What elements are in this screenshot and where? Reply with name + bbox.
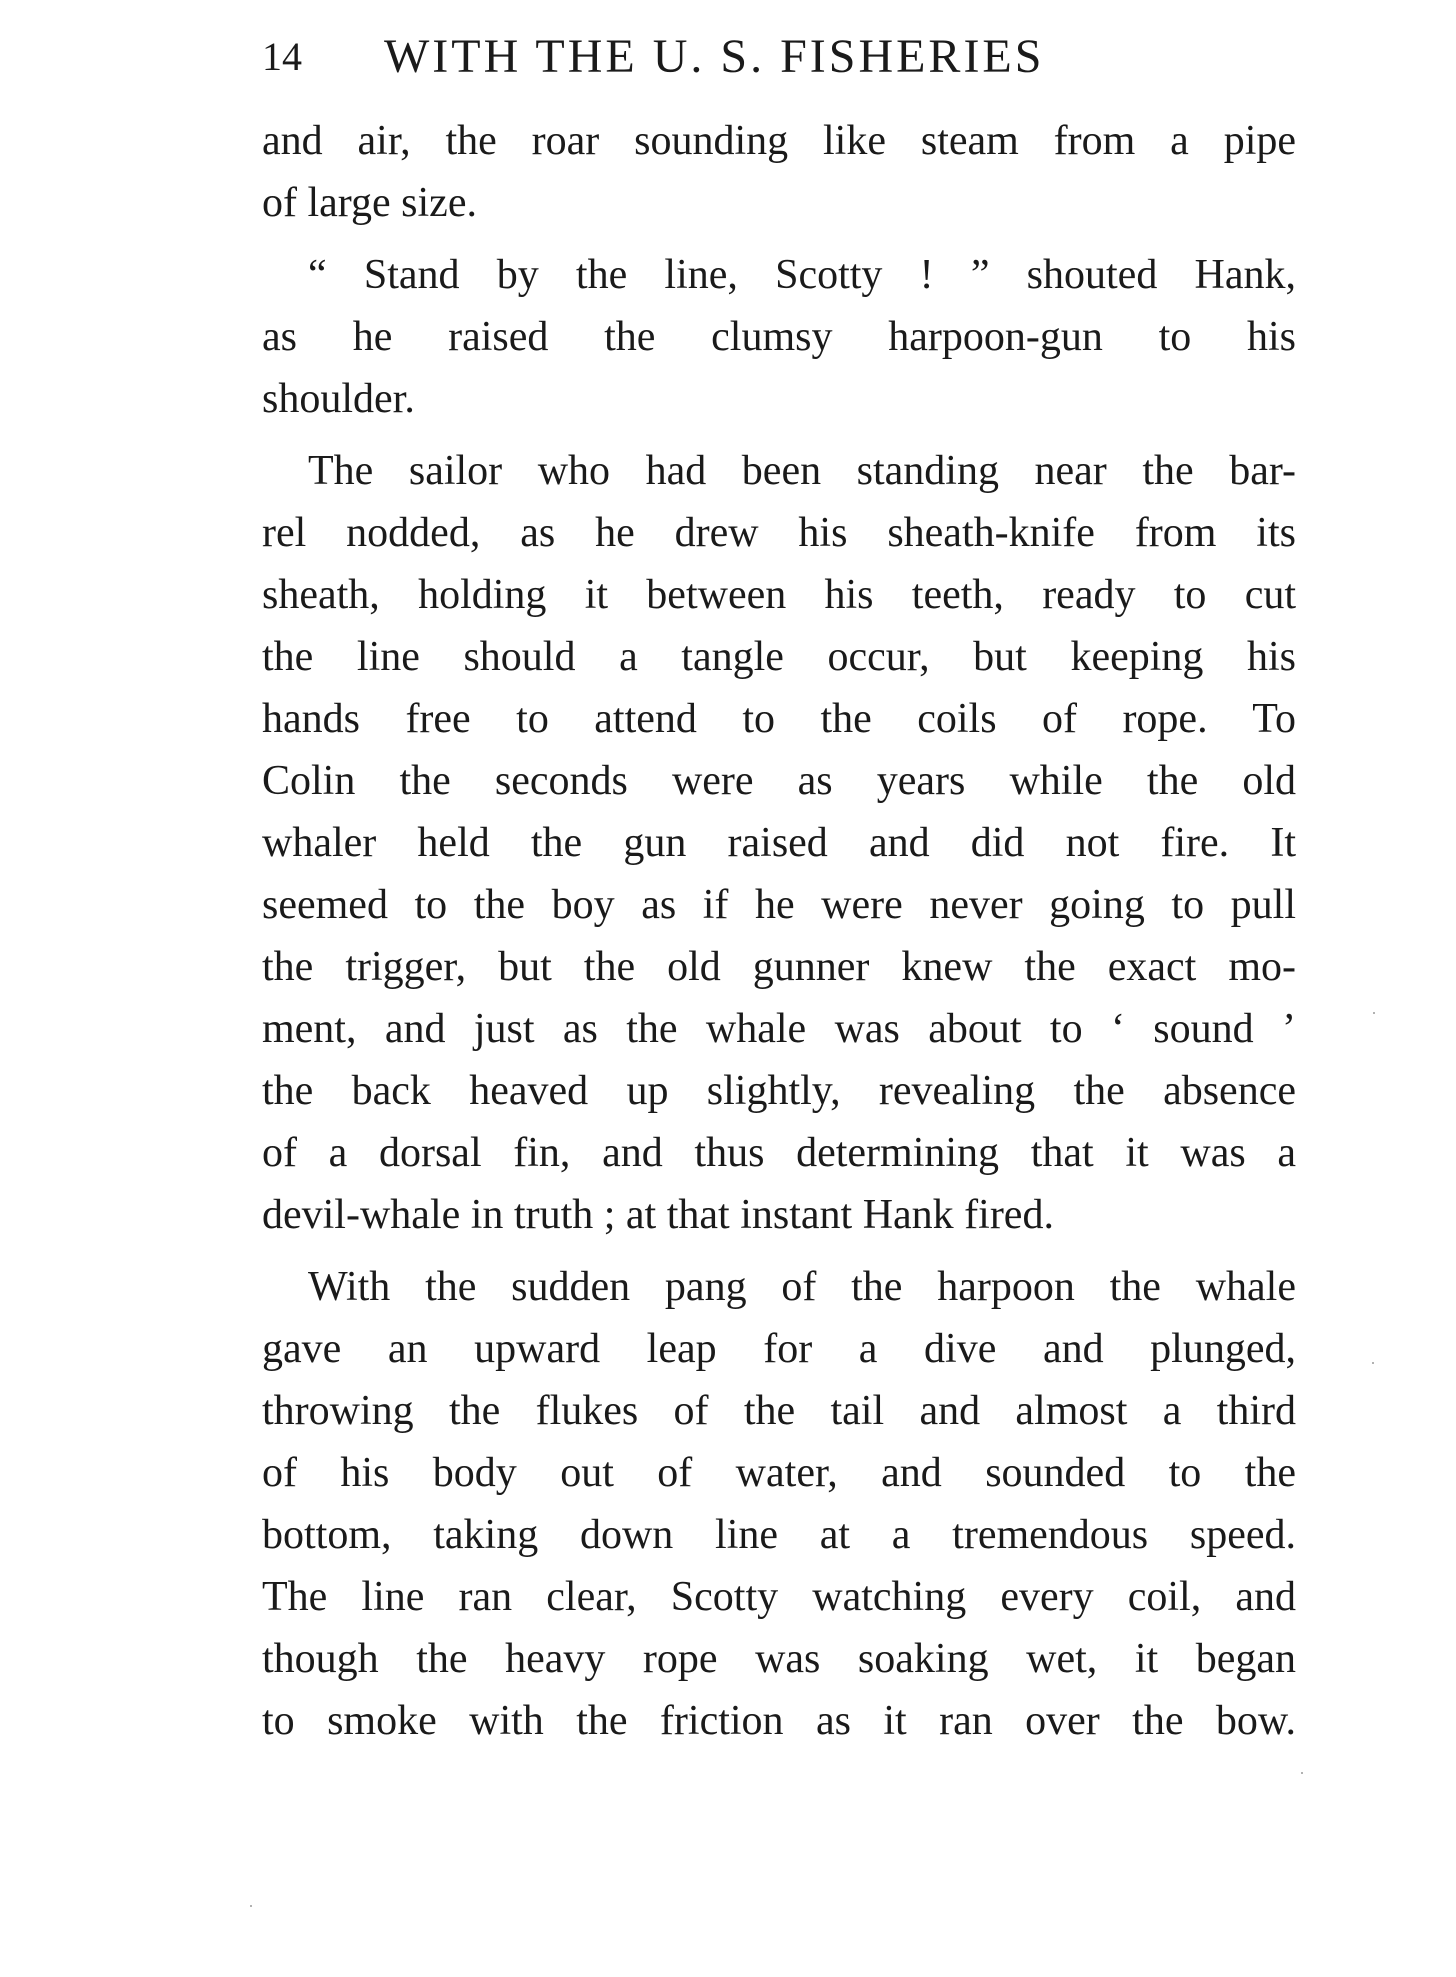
running-head [262, 22, 1302, 92]
text-line: hands free to attend to the coils of rope. To [262, 696, 1296, 742]
text-line: bottom, taking down line at a tremendous speed. [262, 1512, 1296, 1558]
running-title: WITH THE U. S. FISHERIES [384, 30, 1045, 83]
text-line: gave an upward leap for a dive and plunged, [262, 1326, 1296, 1372]
text-line: the line should a tangle occur, but keeping his [262, 634, 1296, 680]
text-line: seemed to the boy as if he were never going to pull [262, 882, 1296, 928]
text-line: The sailor who had been standing near the bar- [308, 448, 1296, 494]
text-line: shoulder. [262, 376, 415, 422]
text-line: rel nodded, as he drew his sheath-knife from its [262, 510, 1296, 556]
scan-speck [1301, 1772, 1303, 1774]
paragraph [262, 110, 1296, 234]
text-line: of his body out of water, and sounded to the [262, 1450, 1296, 1496]
scan-speck [250, 1905, 252, 1907]
scan-speck [1372, 1362, 1374, 1364]
text-line: “ Stand by the line, Scotty ! ” shouted Hank, [308, 252, 1296, 298]
text-line: ment, and just as the whale was about to ‘ sound ’ [262, 1006, 1296, 1052]
text-line: to smoke with the friction as it ran over the bow. [262, 1698, 1296, 1744]
text-line: and air, the roar sounding like steam from a pipe [262, 118, 1296, 164]
paragraph [262, 244, 1296, 430]
text-line: of a dorsal fin, and thus determining that it was a [262, 1130, 1296, 1176]
text-line: the back heaved up slightly, revealing the absence [262, 1068, 1296, 1114]
text-line: Colin the seconds were as years while the old [262, 758, 1296, 804]
text-line: The line ran clear, Scotty watching every coil, and [262, 1574, 1296, 1620]
page-number: 14 [262, 34, 302, 79]
text-line: as he raised the clumsy harpoon-gun to his [262, 314, 1296, 360]
text-line: of large size. [262, 180, 477, 226]
paragraph [262, 440, 1296, 1246]
body-text [262, 110, 1296, 1752]
text-line: sheath, holding it between his teeth, ready to cut [262, 572, 1296, 618]
text-line: though the heavy rope was soaking wet, it began [262, 1636, 1296, 1682]
text-line: devil-whale in truth ; at that instant Hank fired. [262, 1192, 1054, 1238]
paragraph [262, 1256, 1296, 1752]
text-line: With the sudden pang of the harpoon the whale [308, 1264, 1296, 1310]
text-line: whaler held the gun raised and did not fire. It [262, 820, 1296, 866]
scan-speck [1373, 1012, 1375, 1014]
text-line: the trigger, but the old gunner knew the exact mo- [262, 944, 1296, 990]
text-line: throwing the flukes of the tail and almost a third [262, 1388, 1296, 1434]
